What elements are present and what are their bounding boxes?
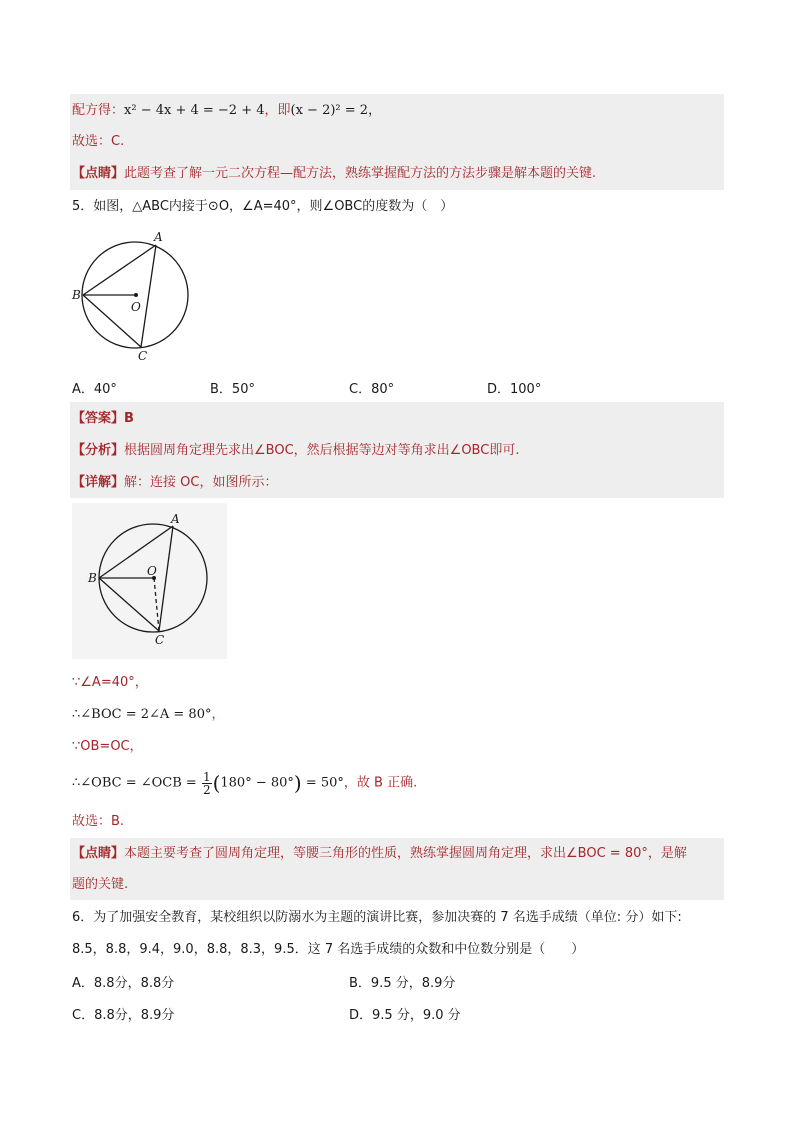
- q5-option-d: D．100°: [487, 382, 542, 397]
- q5-answer-tag: 【答案】: [72, 411, 125, 426]
- q5-step-4: ∴∠OBC = ∠OCB = $\frac{1}{2}$ (180° − 80°) = 50°，故 B 正确.: [72, 769, 418, 797]
- q6-option-c: C．8.8分，8.9分: [72, 1008, 175, 1023]
- q5-step-4-end: ，故 B 正确.: [343, 775, 418, 791]
- q5-detail-text: 解：连接 OC，如图所示：: [124, 475, 278, 490]
- q5-step-4-suffix: = 50°: [301, 775, 344, 791]
- q5-analysis-text: 根据圆周角定理先求出∠BOC，然后根据等边对等角求出∠OBC即可.: [124, 443, 520, 458]
- q5-step-4-prefix: ∴∠OBC = ∠OCB =: [72, 775, 201, 791]
- q5-option-c: C．80°: [349, 382, 395, 397]
- q5-detail-tag: 【详解】: [72, 475, 125, 490]
- q5-center-dot: [134, 293, 138, 297]
- q5d-side-bc: [99, 578, 159, 631]
- prev-choose: 故选：C.: [72, 134, 125, 149]
- q5-stem: 5．如图，△ABC内接于⊙O，∠A=40°，则∠OBC的度数为（ ）: [72, 199, 454, 214]
- q5-step-2-end: ，: [211, 707, 225, 722]
- q6-stem-2: 8.5，8.8，9.4，9.0，8.8，8.3，9.5．这 7 名选手成绩的众数和中位数分别是（ ）: [72, 942, 585, 957]
- q5d-label-b: B: [88, 571, 97, 585]
- q5-comment-text-1: 本题主要考查了圆周角定理，等腰三角形的性质，熟练掌握圆周角定理，求出∠BOC = 80°，是解: [124, 846, 687, 861]
- q6-option-d: D．9.5 分，9.0 分: [349, 1008, 461, 1023]
- q5-detail-figure: [72, 503, 227, 659]
- q5d-side-ab: [99, 526, 173, 578]
- q5-label-c: C: [138, 349, 148, 363]
- q5-step-2: [72, 705, 225, 725]
- q6-stem-1: 6．为了加强安全教育，某校组织以防溺水为主题的演讲比赛，参加决赛的 7 名选手成绩（单位: 分）如下:: [72, 910, 682, 925]
- q5-label-o: O: [131, 300, 141, 314]
- prev-line-1: [72, 101, 381, 121]
- q5-choose: 故选：B.: [72, 814, 125, 829]
- q5-step-4-fraction: [202, 771, 212, 796]
- prev-comment-tag: 【点睛】: [72, 166, 125, 181]
- q5-label-b: B: [72, 288, 81, 302]
- q5-comment-line-1: [72, 844, 687, 864]
- prev-mid: ，即: [264, 103, 291, 118]
- q5-analysis-tag: 【分析】: [72, 443, 125, 458]
- q5-side-ab: [83, 245, 156, 295]
- q5-step-1: ∵∠A=40°，: [72, 675, 148, 690]
- q5-step-4-body: 180° − 80°: [220, 775, 294, 791]
- q5d-radius-oc-dashed: [154, 578, 159, 631]
- q5-comment-tag: 【点睛】: [72, 846, 125, 861]
- q5-label-a: A: [154, 230, 163, 244]
- q5-step-4-den: 2: [202, 782, 211, 797]
- q5-step-2-math: ∴∠BOC = 2∠A = 80°: [72, 707, 212, 722]
- q5-step-4-num: 1: [202, 769, 211, 784]
- q5d-label-c: C: [155, 633, 165, 647]
- q6-option-a: A．8.8分，8.8分: [72, 976, 175, 991]
- q6-option-b: B．9.5 分，8.9分: [349, 976, 456, 991]
- prev-equation-2: (x − 2)² = 2: [290, 103, 369, 118]
- q5-side-ac: [141, 245, 156, 347]
- q5d-side-ac: [159, 526, 173, 631]
- q5-option-b: B．50°: [210, 382, 255, 397]
- prev-equation-1: x² − 4x + 4 = −2 + 4: [124, 103, 265, 118]
- q5-option-a: A．40°: [72, 382, 117, 397]
- prev-comment: [72, 164, 596, 184]
- q5-figure: [70, 228, 200, 366]
- prev-comment-text: 此题考查了解一元二次方程—配方法，熟练掌握配方法的方法步骤是解本题的关键.: [124, 166, 597, 181]
- q5-answer: [72, 409, 134, 429]
- q5-comment-line-2: 题的关键.: [72, 877, 129, 892]
- q5-step-3: ∵OB=OC，: [72, 739, 143, 754]
- q5-analysis: [72, 441, 519, 461]
- q5-answer-value: B: [124, 411, 134, 426]
- prev-label: 配方得：: [72, 103, 125, 118]
- q5d-label-o: O: [147, 564, 157, 578]
- q5d-label-a: A: [171, 512, 180, 526]
- prev-end: ，: [368, 103, 382, 118]
- q5-detail: [72, 473, 277, 493]
